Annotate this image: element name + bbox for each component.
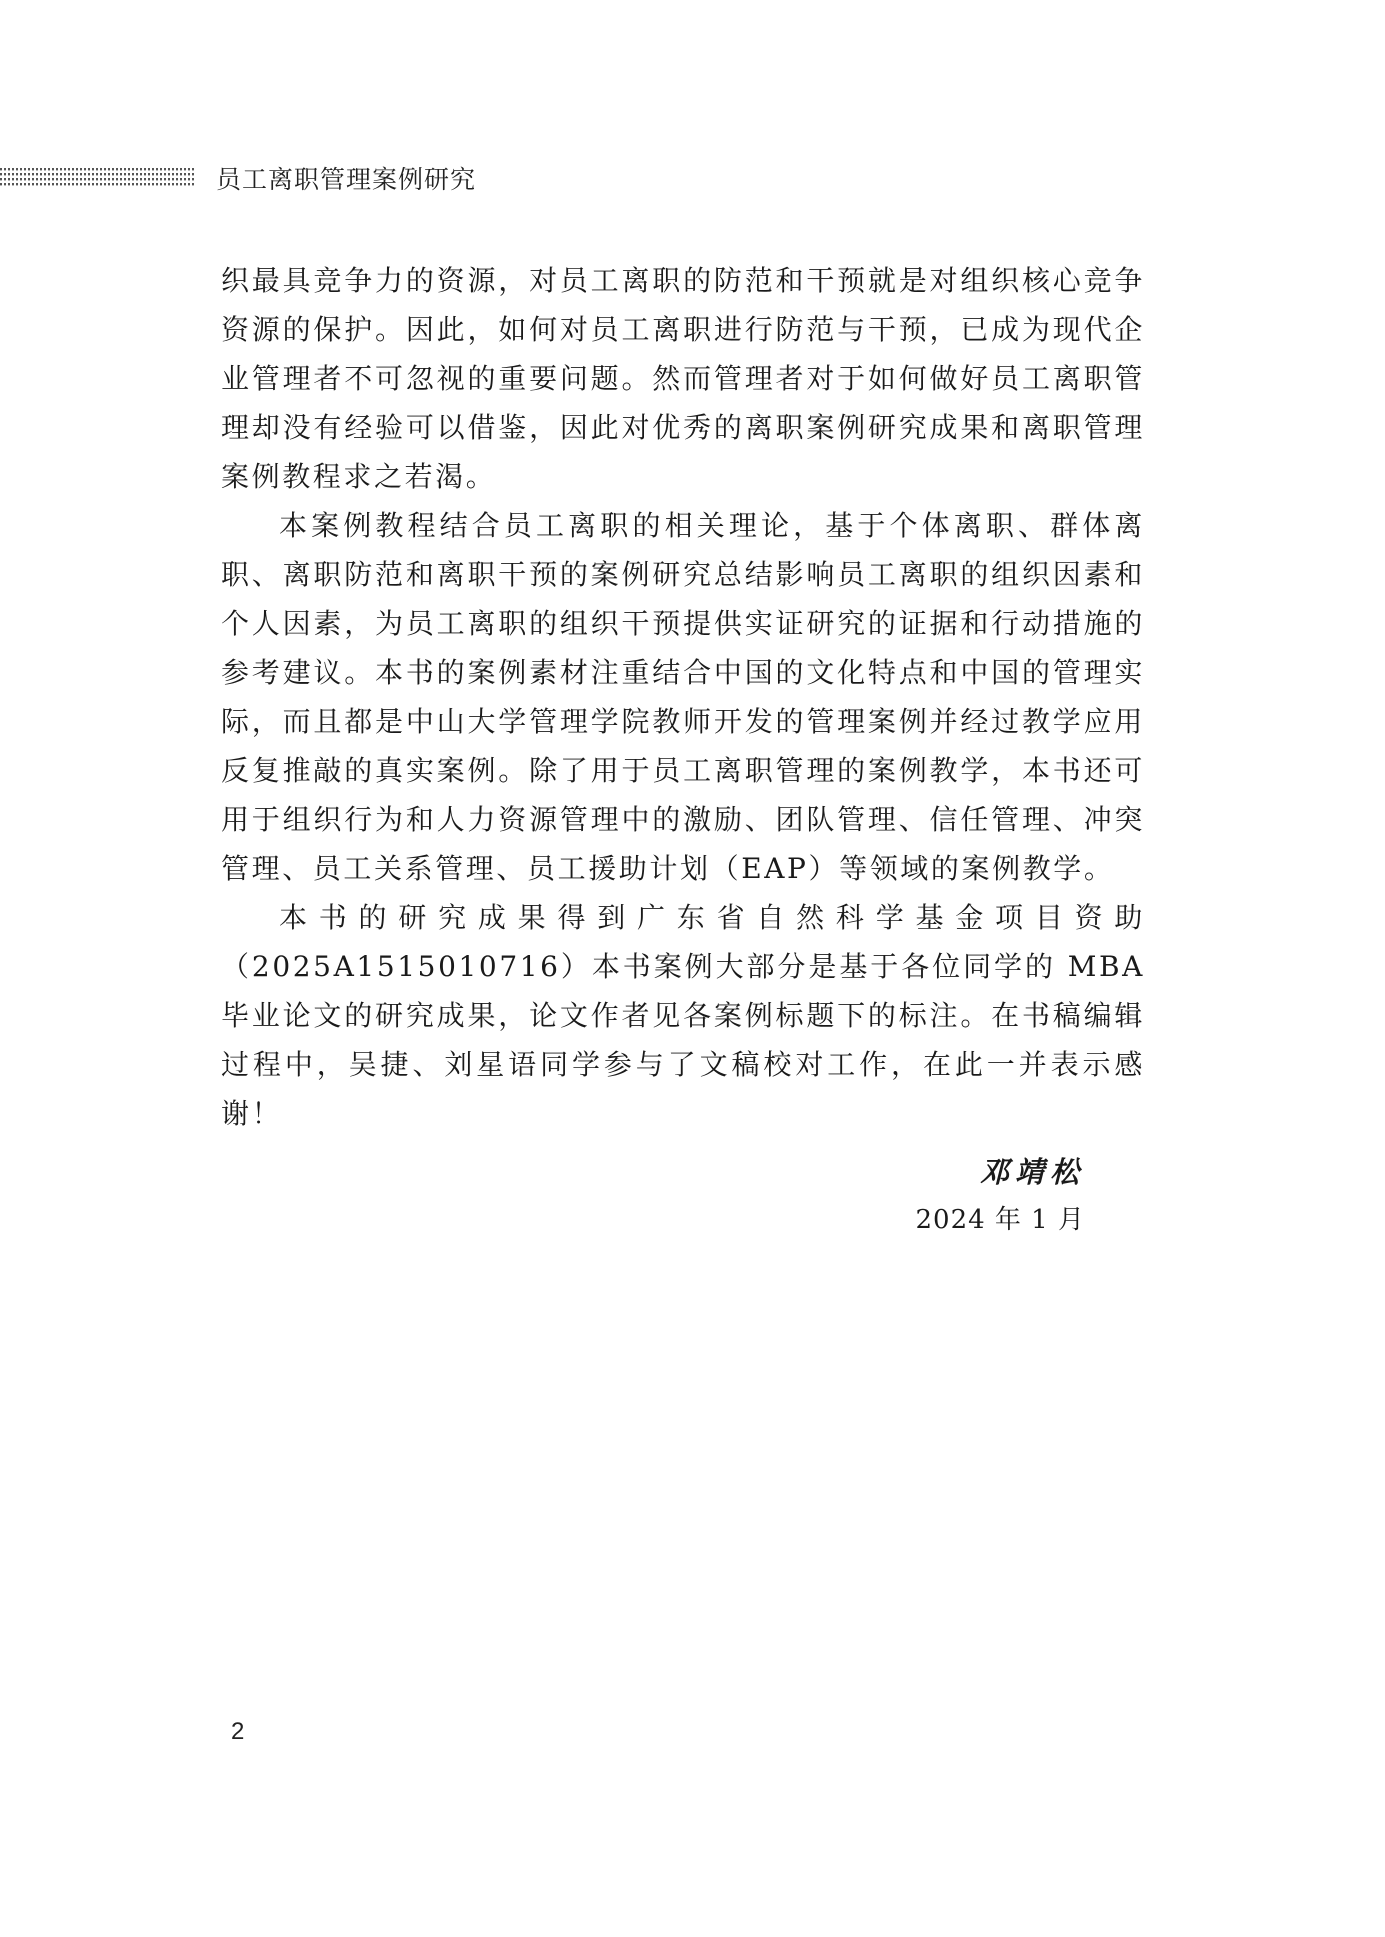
signature-block: [885, 1152, 1085, 1240]
paragraph-acknowledgements: 本书的研究成果得到广东省自然科学基金项目资助（2025A1515010716）本书案例大部分是基于各位同学的 MBA 毕业论文的研究成果，论文作者见各案例标题下的标注。在书稿编辑过程中，吴捷、刘星语同学参与了文稿校对工作，在此一并表示感谢！: [221, 901, 1145, 1130]
running-title: 员工离职管理案例研究: [216, 165, 477, 194]
paragraph-book-overview: 本案例教程结合员工离职的相关理论，基于个体离职、群体离职、离职防范和离职干预的案例研究总结影响员工离职的组织因素和个人因素，为员工离职的组织干预提供实证研究的证据和行动措施的参考建议。本书的案例素材注重结合中国的文化特点和中国的管理实际，而且都是中山大学管理学院教师开发的管理案例并经过教学应用反复推敲的真实案例。除了用于员工离职管理的案例教学，本书还可用于组织行为和人力资源管理中的激励、团队管理、信任管理、冲突管理、员工关系管理、员工援助计划（EAP）等领域的案例教学。: [221, 509, 1145, 885]
signature-date: 2024 年 1 月: [915, 1205, 1085, 1235]
body-text: [221, 256, 1145, 1138]
header-dotted-rule: [0, 168, 196, 188]
page-number: 2: [231, 1718, 245, 1745]
author-signature: 邓靖松: [979, 1155, 1085, 1189]
paragraph-continued: 织最具竞争力的资源，对员工离职的防范和干预就是对组织核心竞争资源的保护。因此，如何对员工离职进行防范与干预，已成为现代企业管理者不可忽视的重要问题。然而管理者对于如何做好员工离职管理却没有经验可以借鉴，因此对优秀的离职案例研究成果和离职管理案例教程求之若渴。: [221, 264, 1145, 493]
running-header: [0, 158, 476, 198]
